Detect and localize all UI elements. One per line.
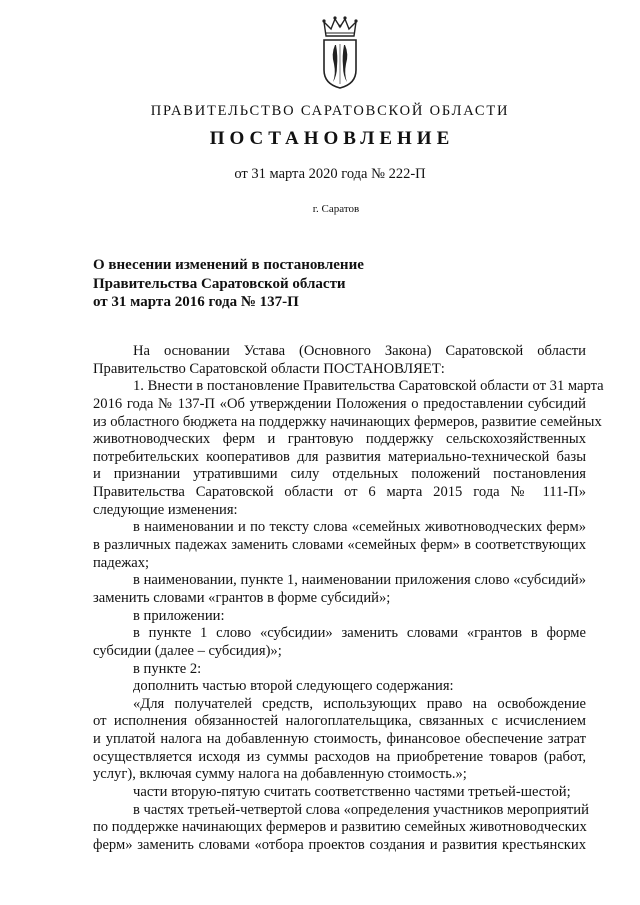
body-line: Правительства Саратовской области от 6 марта 2015 года № 111-П»	[93, 484, 586, 501]
body-line: животноводческих ферм и грантовую поддержку сельскохозяйственных	[93, 431, 586, 448]
body-line: и признании утратившими силу отдельных положений постановления	[93, 466, 586, 483]
body-line: в различных падежах заменить словами «семейных ферм» в соответствующих	[93, 537, 586, 554]
body-line: от исполнения обязанностей налогоплательщика, связанных с исчислением	[93, 713, 586, 730]
body-line: 2016 года № 137-П «Об утверждении Положения о предоставлении субсидий	[93, 395, 586, 412]
body-line: субсидии (далее – субсидия)»;	[93, 642, 282, 659]
body-line: услуг), включая сумму налога на добавленную стоимость.»;	[93, 766, 467, 783]
subject-line: от 31 марта 2016 года № 137-П	[93, 294, 299, 310]
body-line: «Для получателей средств, использующих право на освобождение	[133, 695, 586, 712]
body-line: в наименовании и по тексту слова «семейных животноводческих ферм»	[133, 519, 586, 536]
body-line: по поддержке начинающих фермеров и развитию семейных животноводческих	[93, 819, 587, 836]
document-subject	[93, 256, 364, 312]
body-line: дополнить частью второй следующего содержания:	[133, 678, 454, 695]
body-line: Правительство Саратовской области ПОСТАНОВЛЯЕТ:	[93, 360, 445, 377]
body-line: в частях третьей-четвертой слова «определения участников мероприятий	[133, 801, 589, 818]
document-city: г. Саратов	[312, 203, 360, 215]
body-line: в приложении:	[133, 607, 225, 624]
government-name: ПРАВИТЕЛЬСТВО САРАТОВСКОЙ ОБЛАСТИ	[150, 103, 510, 119]
body-line: и уплатой налога на добавленную стоимость, финансовое обеспечение затрат	[93, 731, 586, 748]
body-line: 1. Внести в постановление Правительства Саратовской области от 31 марта	[133, 378, 604, 395]
body-line: части вторую-пятую считать соответственно частями третьей-шестой;	[133, 784, 571, 801]
body-line: потребительских кооперативов для развития материально-технической базы	[93, 448, 586, 465]
document-body	[93, 343, 604, 855]
document-type: ПОСТАНОВЛЕНИЕ	[209, 128, 455, 149]
body-line: из областного бюджета на поддержку начинающих фермеров, развитие семейных	[93, 413, 602, 430]
body-line: в пункте 2:	[133, 660, 202, 677]
subject-line: О внесении изменений в постановление	[93, 257, 364, 273]
document-date-number: от 31 марта 2020 года № 222-П	[234, 166, 426, 182]
body-line: На основании Устава (Основного Закона) Саратовской области	[133, 343, 586, 359]
body-line: в пункте 1 слово «субсидии» заменить словами «грантов в форме	[133, 625, 586, 642]
body-line: следующие изменения:	[93, 501, 238, 518]
saratov-coat-of-arms-icon	[318, 14, 362, 90]
body-line: осуществляется исходя из суммы расходов на приобретение товаров (работ,	[93, 748, 586, 765]
body-line: в наименовании, пункте 1, наименовании приложения слово «субсидий»	[133, 572, 586, 589]
subject-line: Правительства Саратовской области	[93, 275, 346, 292]
body-line: заменить словами «грантов в форме субсидий»;	[93, 589, 391, 606]
body-line: падежах;	[93, 554, 150, 571]
body-line: ферм» заменить словами «отбора проектов создания и развития крестьянских	[93, 836, 586, 853]
